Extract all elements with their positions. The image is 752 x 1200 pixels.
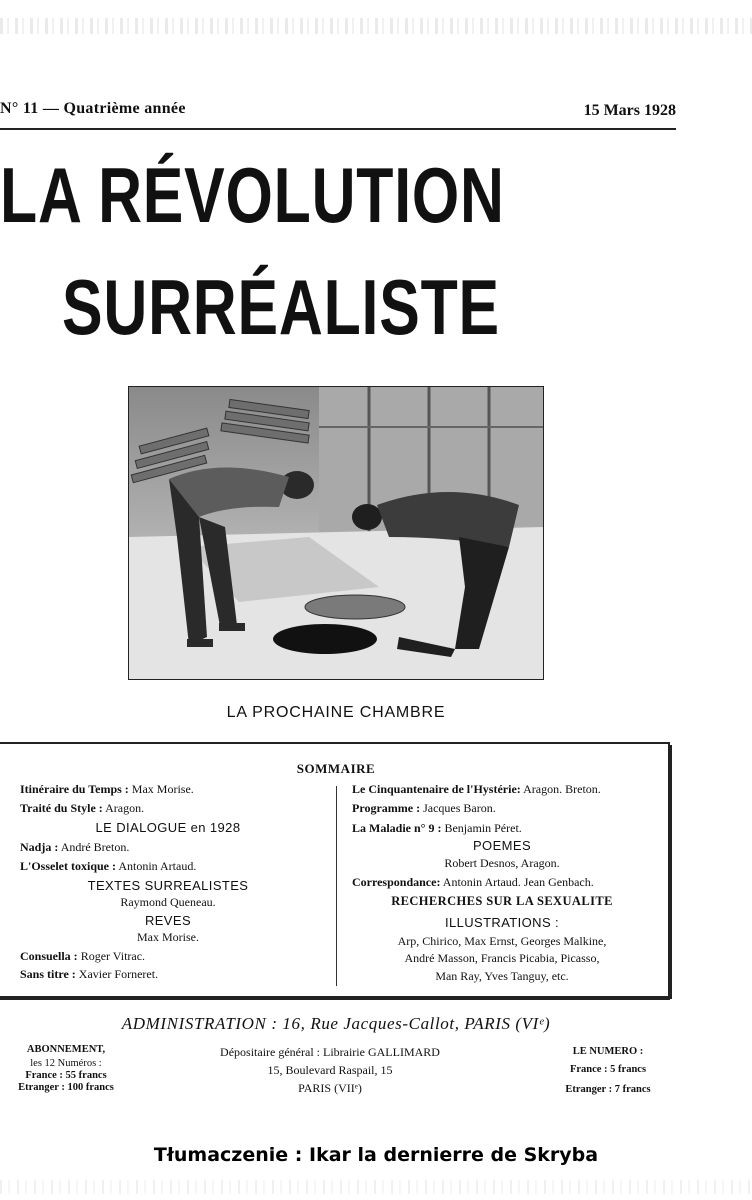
toc-section: POEMES	[472, 838, 532, 853]
issue-number: N° 11 — Quatrième année	[0, 100, 186, 117]
toc-entry	[20, 782, 194, 797]
toc-section-bold: RECHERCHES SUR LA SEXUALITE	[391, 894, 613, 908]
abonnement-line-2: France : 55 francs	[25, 1070, 107, 1081]
administration-line: ADMINISTRATION : 16, Rue Jacques-Callot, PARIS (VIᵉ)	[121, 1014, 551, 1033]
toc-label: Itinéraire du Temps :	[20, 782, 129, 796]
toc-section: ILLUSTRATIONS :	[444, 915, 560, 930]
toc-label: Consuella :	[20, 949, 78, 963]
scan-noise-top	[0, 18, 752, 34]
toc-label: Nadja :	[20, 840, 59, 854]
photo-illustration	[129, 387, 543, 679]
toc-author: Aragon.	[105, 801, 145, 815]
sommaire-box-shadow-bottom	[0, 996, 672, 999]
abonnement-line-1: les 12 Numéros :	[30, 1058, 102, 1069]
toc-label: L'Osselet toxique :	[20, 859, 116, 873]
toc-author-line: Max Morise.	[137, 930, 199, 944]
masthead-line-1: LA RÉVOLUTION	[0, 151, 505, 239]
toc-entry	[352, 801, 496, 816]
toc-entry	[20, 949, 145, 964]
toc-author: Antonin Artaud.	[118, 859, 197, 873]
toc-author-line: Man Ray, Yves Tanguy, etc.	[435, 969, 569, 983]
abonnement-title: ABONNEMENT,	[26, 1044, 106, 1055]
toc-section: LE DIALOGUE en 1928	[95, 820, 241, 835]
toc-author-line: Raymond Queneau.	[120, 895, 216, 909]
depositaire-line-3: PARIS (VIIᵉ)	[298, 1081, 362, 1095]
toc-entry	[20, 840, 129, 855]
numero-line-1: France : 5 francs	[569, 1064, 647, 1075]
toc-entry	[20, 859, 196, 874]
toc-author-line: Robert Desnos, Aragon.	[444, 856, 560, 870]
depositaire-line-1: Dépositaire général : Librairie GALLIMARD	[220, 1045, 440, 1059]
masthead-line-2: SURRÉALISTE	[62, 263, 500, 351]
toc-author-line: Arp, Chirico, Max Ernst, Georges Malkine,	[397, 934, 607, 948]
toc-label: La Maladie n° 9 :	[352, 821, 442, 835]
sommaire-box-shadow-right	[668, 745, 672, 999]
toc-author: Jacques Baron.	[423, 801, 496, 815]
abonnement-line-3: Etranger : 100 francs	[18, 1082, 114, 1093]
toc-author-line: André Masson, Francis Picabia, Picasso,	[404, 951, 600, 965]
photo-caption: LA PROCHAINE CHAMBRE	[226, 704, 446, 721]
sommaire-heading: SOMMAIRE	[296, 761, 376, 776]
toc-author: Roger Vitrac.	[80, 949, 146, 963]
toc-section: REVES	[144, 913, 192, 928]
toc-entry	[20, 967, 158, 982]
toc-label: Sans titre :	[20, 967, 76, 981]
toc-entry	[352, 875, 594, 890]
issue-date: 15 Mars 1928	[583, 102, 676, 119]
toc-author: Xavier Forneret.	[78, 967, 159, 981]
toc-label: Traité du Style :	[20, 801, 103, 815]
toc-author: André Breton.	[60, 840, 130, 854]
depositaire-line-2: 15, Boulevard Raspail, 15	[267, 1063, 393, 1077]
toc-entry	[352, 782, 601, 797]
toc-entry	[352, 821, 522, 836]
toc-label: Correspondance:	[352, 875, 441, 889]
header-rule	[0, 128, 676, 130]
toc-label: Le Cinquantenaire de l'Hystérie:	[352, 782, 521, 796]
toc-author: Antonin Artaud. Jean Genbach.	[442, 875, 594, 889]
numero-line-2: Etranger : 7 francs	[565, 1084, 651, 1095]
numero-title: LE NUMERO :	[572, 1046, 644, 1057]
toc-label: Programme :	[352, 801, 421, 815]
toc-author: Benjamin Péret.	[444, 821, 522, 835]
toc-entry	[20, 801, 144, 816]
toc-author: Max Morise.	[131, 782, 194, 796]
scan-noise-bottom	[0, 1180, 752, 1194]
toc-author: Aragon. Breton.	[523, 782, 601, 796]
cover-photo	[128, 386, 544, 680]
toc-section: TEXTES SURREALISTES	[87, 878, 249, 893]
translation-credit: Tłumaczenie : Ikar la dernierre de Skryba	[153, 1144, 599, 1166]
